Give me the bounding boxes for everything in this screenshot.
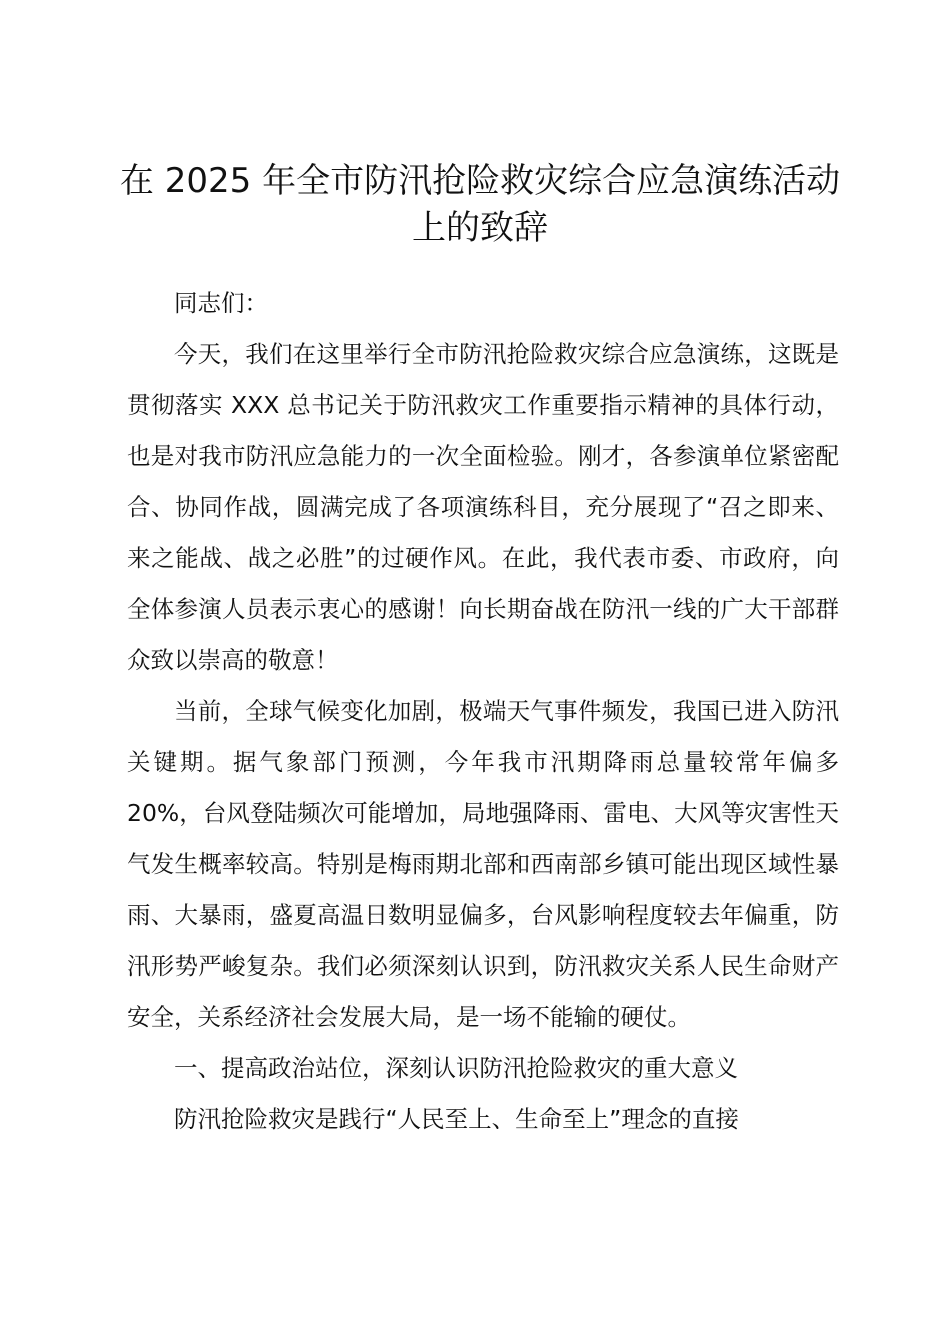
paragraph-situation: 当前，全球气候变化加剧，极端天气事件频发，我国已进入防汛关键期。据气象部门预测，今年我市汛期降雨总量较常年偏多 20%，台风登陆频次可能增加，局地强降雨、雷电、大风等灾害性天气发生概率较高。特别是梅雨期北部和西南部乡镇可能出现区域性暴雨、大暴雨，盛夏高温日数明显偏多，台风影响程度较去年偏重，防汛形势严峻复杂。我们必须深刻认识到，防汛救灾关系人民生命财产安全，关系经济社会发展大局，是一场不能输的硬仗。 (127, 697, 839, 1031)
section-1-paragraph: 防汛抢险救灾是践行“人民至上、生命至上”理念的直接 (174, 1105, 739, 1133)
section-heading-1: 一、提高政治站位，深刻认识防汛抢险救灾的重大意义 (174, 1054, 738, 1082)
document-body (127, 278, 839, 1145)
paragraph-opening: 今天，我们在这里举行全市防汛抢险救灾综合应急演练，这既是贯彻落实 XXX 总书记关于防汛救灾工作重要指示精神的具体行动，也是对我市防汛应急能力的一次全面检验。刚才，各参演单位紧密配合、协同作战，圆满完成了各项演练科目，充分展现了“召之即来、来之能战、战之必胜”的过硬作风。在此，我代表市委、市政府，向全体参演人员表示衷心的感谢！向长期奋战在防汛一线的广大干部群众致以崇高的敬意！ (127, 340, 839, 674)
document-title: 在 2025 年全市防汛抢险救灾综合应急演练活动上的致辞 (119, 161, 841, 248)
salutation: 同志们： (174, 289, 268, 317)
